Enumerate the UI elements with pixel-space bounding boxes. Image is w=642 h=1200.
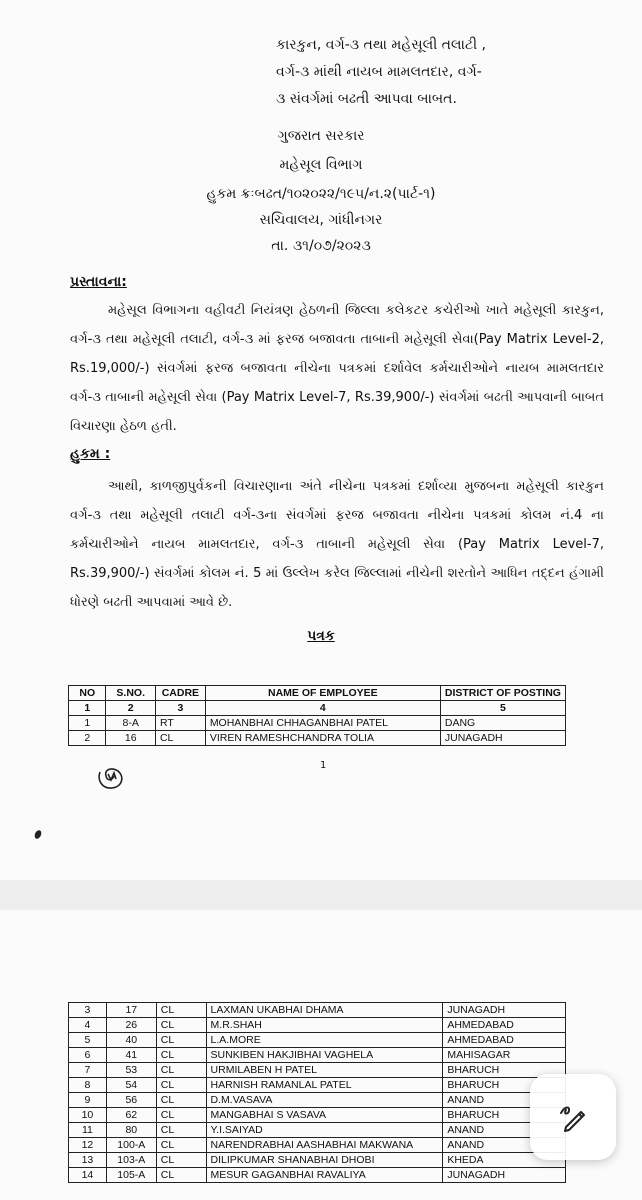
row-no: 13 — [69, 1153, 107, 1168]
government-name: ગુજરાત સરકાર — [277, 128, 365, 144]
header-no: NO — [69, 686, 106, 701]
table-row — [69, 1138, 566, 1153]
row-sno: 41 — [106, 1048, 156, 1063]
row-sno: 53 — [106, 1063, 156, 1078]
employee-table — [68, 685, 566, 746]
row-cadre: CL — [156, 1108, 206, 1123]
row-cadre: RT — [155, 716, 205, 731]
column-number: 3 — [155, 701, 205, 716]
column-number: 2 — [106, 701, 156, 716]
row-district: BHARUCH — [443, 1108, 566, 1123]
row-sno: 40 — [106, 1033, 156, 1048]
row-no: 7 — [69, 1063, 107, 1078]
row-employee-name: DILIPKUMAR SHANABHAI DHOBI — [206, 1153, 443, 1168]
row-district: JUNAGADH — [443, 1168, 566, 1183]
row-sno: 62 — [106, 1108, 156, 1123]
row-sno: 103-A — [106, 1153, 156, 1168]
row-no: 9 — [69, 1093, 107, 1108]
table-header-row — [69, 686, 566, 701]
table-row — [69, 731, 566, 746]
table-row — [69, 1078, 566, 1093]
row-no: 12 — [69, 1138, 107, 1153]
ink-dot — [33, 829, 42, 840]
row-cadre: CL — [156, 1063, 206, 1078]
patrak-title: પત્રક — [307, 628, 335, 644]
row-employee-name: MESUR GAGANBHAI RAVALIYA — [206, 1168, 443, 1183]
row-employee-name: Y.I.SAIYAD — [206, 1123, 443, 1138]
row-sno: 56 — [106, 1093, 156, 1108]
table-row — [69, 1033, 566, 1048]
header-sno: S.NO. — [106, 686, 156, 701]
row-no: 14 — [69, 1168, 107, 1183]
row-district: ANAND — [443, 1123, 566, 1138]
subject-line: ૩ સંવર્ગમાં બઢતી આપવા બાબત. — [276, 91, 457, 107]
row-employee-name: MOHANBHAI CHHAGANBHAI PATEL — [205, 716, 440, 731]
order-subject — [276, 32, 606, 113]
row-cadre: CL — [156, 1018, 206, 1033]
preamble-text: મહેસૂલ વિભાગના વહીવટી નિયંત્રણ હેઠળની જિલ્લા કલેકટર કચેરીઓ ખાતે મહેસૂલી કારકુન, વર્ગ-૩ તથા મહેસૂલી તલાટી, વર્ગ-૩ માં ફરજ બજાવતા તાબાની મહેસૂલી સેવા(Pay Matrix Level-2, Rs.19,000/-) સંવર્ગમાં ફરજ બજાવતા નીચેના પત્રકમાં દર્શાવેલ કર્મચારીઓને નાયબ મામલતદાર વર્ગ-૩ તાબાની મહેસૂલી સેવા (Pay Matrix Level-7, Rs.39,900/-) સંવર્ગમાં બઢતી આપવાની બાબત વિચારણા હેઠળ હતી. — [70, 303, 604, 434]
row-cadre: CL — [156, 1003, 206, 1018]
row-no: 10 — [69, 1108, 107, 1123]
row-employee-name: MANGABHAI S VASAVA — [206, 1108, 443, 1123]
row-cadre: CL — [156, 1168, 206, 1183]
header-district: DISTRICT OF POSTING — [440, 686, 565, 701]
preamble-paragraph — [70, 296, 604, 441]
subject-line: કારકુન, વર્ગ-૩ તથા મહેસૂલી તલાટી , — [276, 37, 486, 53]
table-row — [69, 1003, 566, 1018]
row-cadre: CL — [156, 1153, 206, 1168]
row-sno: 80 — [106, 1123, 156, 1138]
row-employee-name: M.R.SHAH — [206, 1018, 443, 1033]
row-cadre: CL — [156, 1093, 206, 1108]
row-district: AHMEDABAD — [443, 1018, 566, 1033]
subject-line: વર્ગ-૩ માંથી નાયબ મામલતદાર, વર્ગ- — [276, 64, 482, 80]
row-employee-name: URMILABEN H PATEL — [206, 1063, 443, 1078]
row-sno: 8-A — [106, 716, 156, 731]
row-cadre: CL — [155, 731, 205, 746]
row-cadre: CL — [156, 1123, 206, 1138]
row-no: 2 — [69, 731, 106, 746]
row-cadre: CL — [156, 1033, 206, 1048]
row-district: JUNAGADH — [440, 731, 565, 746]
order-text: આથી, કાળજીપુર્વકની વિચારણાના અંતે નીચેના પત્રકમાં દર્શાવ્યા મુજબના મહેસૂલી કારકુન વર્ગ-૩ તથા મહેસૂલી તલાટી વર્ગ-૩ના સંવર્ગમાં ફરજ બજાવતા નીચેના પત્રકમાં કોલમ નં.4 ના કર્મચારીઓને નાયબ મામલતદાર, વર્ગ-૩ તાબાની મહેસૂલી સેવા (Pay Matrix Level-7, Rs.39,900/-) સંવર્ગમાં કોલમ નં. 5 માં ઉલ્લેખ કરેલ જિલ્લામાં નીચેની શરતોને આધિન તદ્દન હંગામી ધોરણે બઢતી આપવામાં આવે છે. — [70, 479, 604, 610]
employee-table-continued — [68, 1002, 566, 1183]
row-district: KHEDA — [443, 1153, 566, 1168]
table-row — [69, 1048, 566, 1063]
row-no: 3 — [69, 1003, 107, 1018]
row-sno: 26 — [106, 1018, 156, 1033]
row-employee-name: VIREN RAMESHCHANDRA TOLIA — [205, 731, 440, 746]
row-employee-name: HARNISH RAMANLAL PATEL — [206, 1078, 443, 1093]
row-sno: 16 — [106, 731, 156, 746]
row-no: 1 — [69, 716, 106, 731]
table-row — [69, 1063, 566, 1078]
column-number-row — [69, 701, 566, 716]
table-row — [69, 1018, 566, 1033]
order-label: હુકમ : — [70, 446, 111, 462]
column-number: 1 — [69, 701, 106, 716]
table-row — [69, 1153, 566, 1168]
row-employee-name: SUNKIBEN HAKJIBHAI VAGHELA — [206, 1048, 443, 1063]
row-employee-name: L.A.MORE — [206, 1033, 443, 1048]
row-district: AHMEDABAD — [443, 1033, 566, 1048]
header-employee-name: NAME OF EMPLOYEE — [205, 686, 440, 701]
row-cadre: CL — [156, 1048, 206, 1063]
row-district: DANG — [440, 716, 565, 731]
signature-mark — [94, 762, 128, 796]
department-name: મહેસૂલ વિભાગ — [279, 157, 363, 173]
table-row — [69, 1093, 566, 1108]
row-district: ANAND — [443, 1093, 566, 1108]
row-sno: 17 — [106, 1003, 156, 1018]
table-row — [69, 1123, 566, 1138]
row-employee-name: LAXMAN UKABHAI DHAMA — [206, 1003, 443, 1018]
row-no: 5 — [69, 1033, 107, 1048]
row-district: ANAND — [443, 1138, 566, 1153]
row-district: BHARUCH — [443, 1078, 566, 1093]
row-no: 4 — [69, 1018, 107, 1033]
row-no: 6 — [69, 1048, 107, 1063]
preamble-label: પ્રસ્તાવના: — [70, 274, 127, 290]
row-cadre: CL — [156, 1138, 206, 1153]
row-district: MAHISAGAR — [443, 1048, 566, 1063]
markup-button[interactable] — [530, 1074, 616, 1160]
table-row — [69, 1108, 566, 1123]
office-name: સચિવાલય, ગાંધીનગર — [259, 212, 383, 228]
order-number: હુકમ ક્રઃબઢત/૧૦૨૦૨૨/૧૯૫/ન.૨(પાર્ટ-૧) — [206, 186, 436, 202]
column-number: 5 — [440, 701, 565, 716]
row-district: BHARUCH — [443, 1063, 566, 1078]
order-date: તા. ૩૧/૦૭/૨૦૨૩ — [271, 238, 371, 254]
order-paragraph — [70, 472, 604, 617]
table-row — [69, 716, 566, 731]
row-employee-name: NARENDRABHAI AASHABHAI MAKWANA — [206, 1138, 443, 1153]
row-sno: 54 — [106, 1078, 156, 1093]
row-employee-name: D.M.VASAVA — [206, 1093, 443, 1108]
page-number: 1 — [320, 760, 327, 771]
header-cadre: CADRE — [155, 686, 205, 701]
row-sno: 105-A — [106, 1168, 156, 1183]
row-no: 8 — [69, 1078, 107, 1093]
table-row — [69, 1168, 566, 1183]
row-district: JUNAGADH — [443, 1003, 566, 1018]
pen-markup-icon — [556, 1100, 590, 1134]
page-separator — [0, 880, 642, 910]
row-sno: 100-A — [106, 1138, 156, 1153]
column-number: 4 — [205, 701, 440, 716]
row-no: 11 — [69, 1123, 107, 1138]
row-cadre: CL — [156, 1078, 206, 1093]
